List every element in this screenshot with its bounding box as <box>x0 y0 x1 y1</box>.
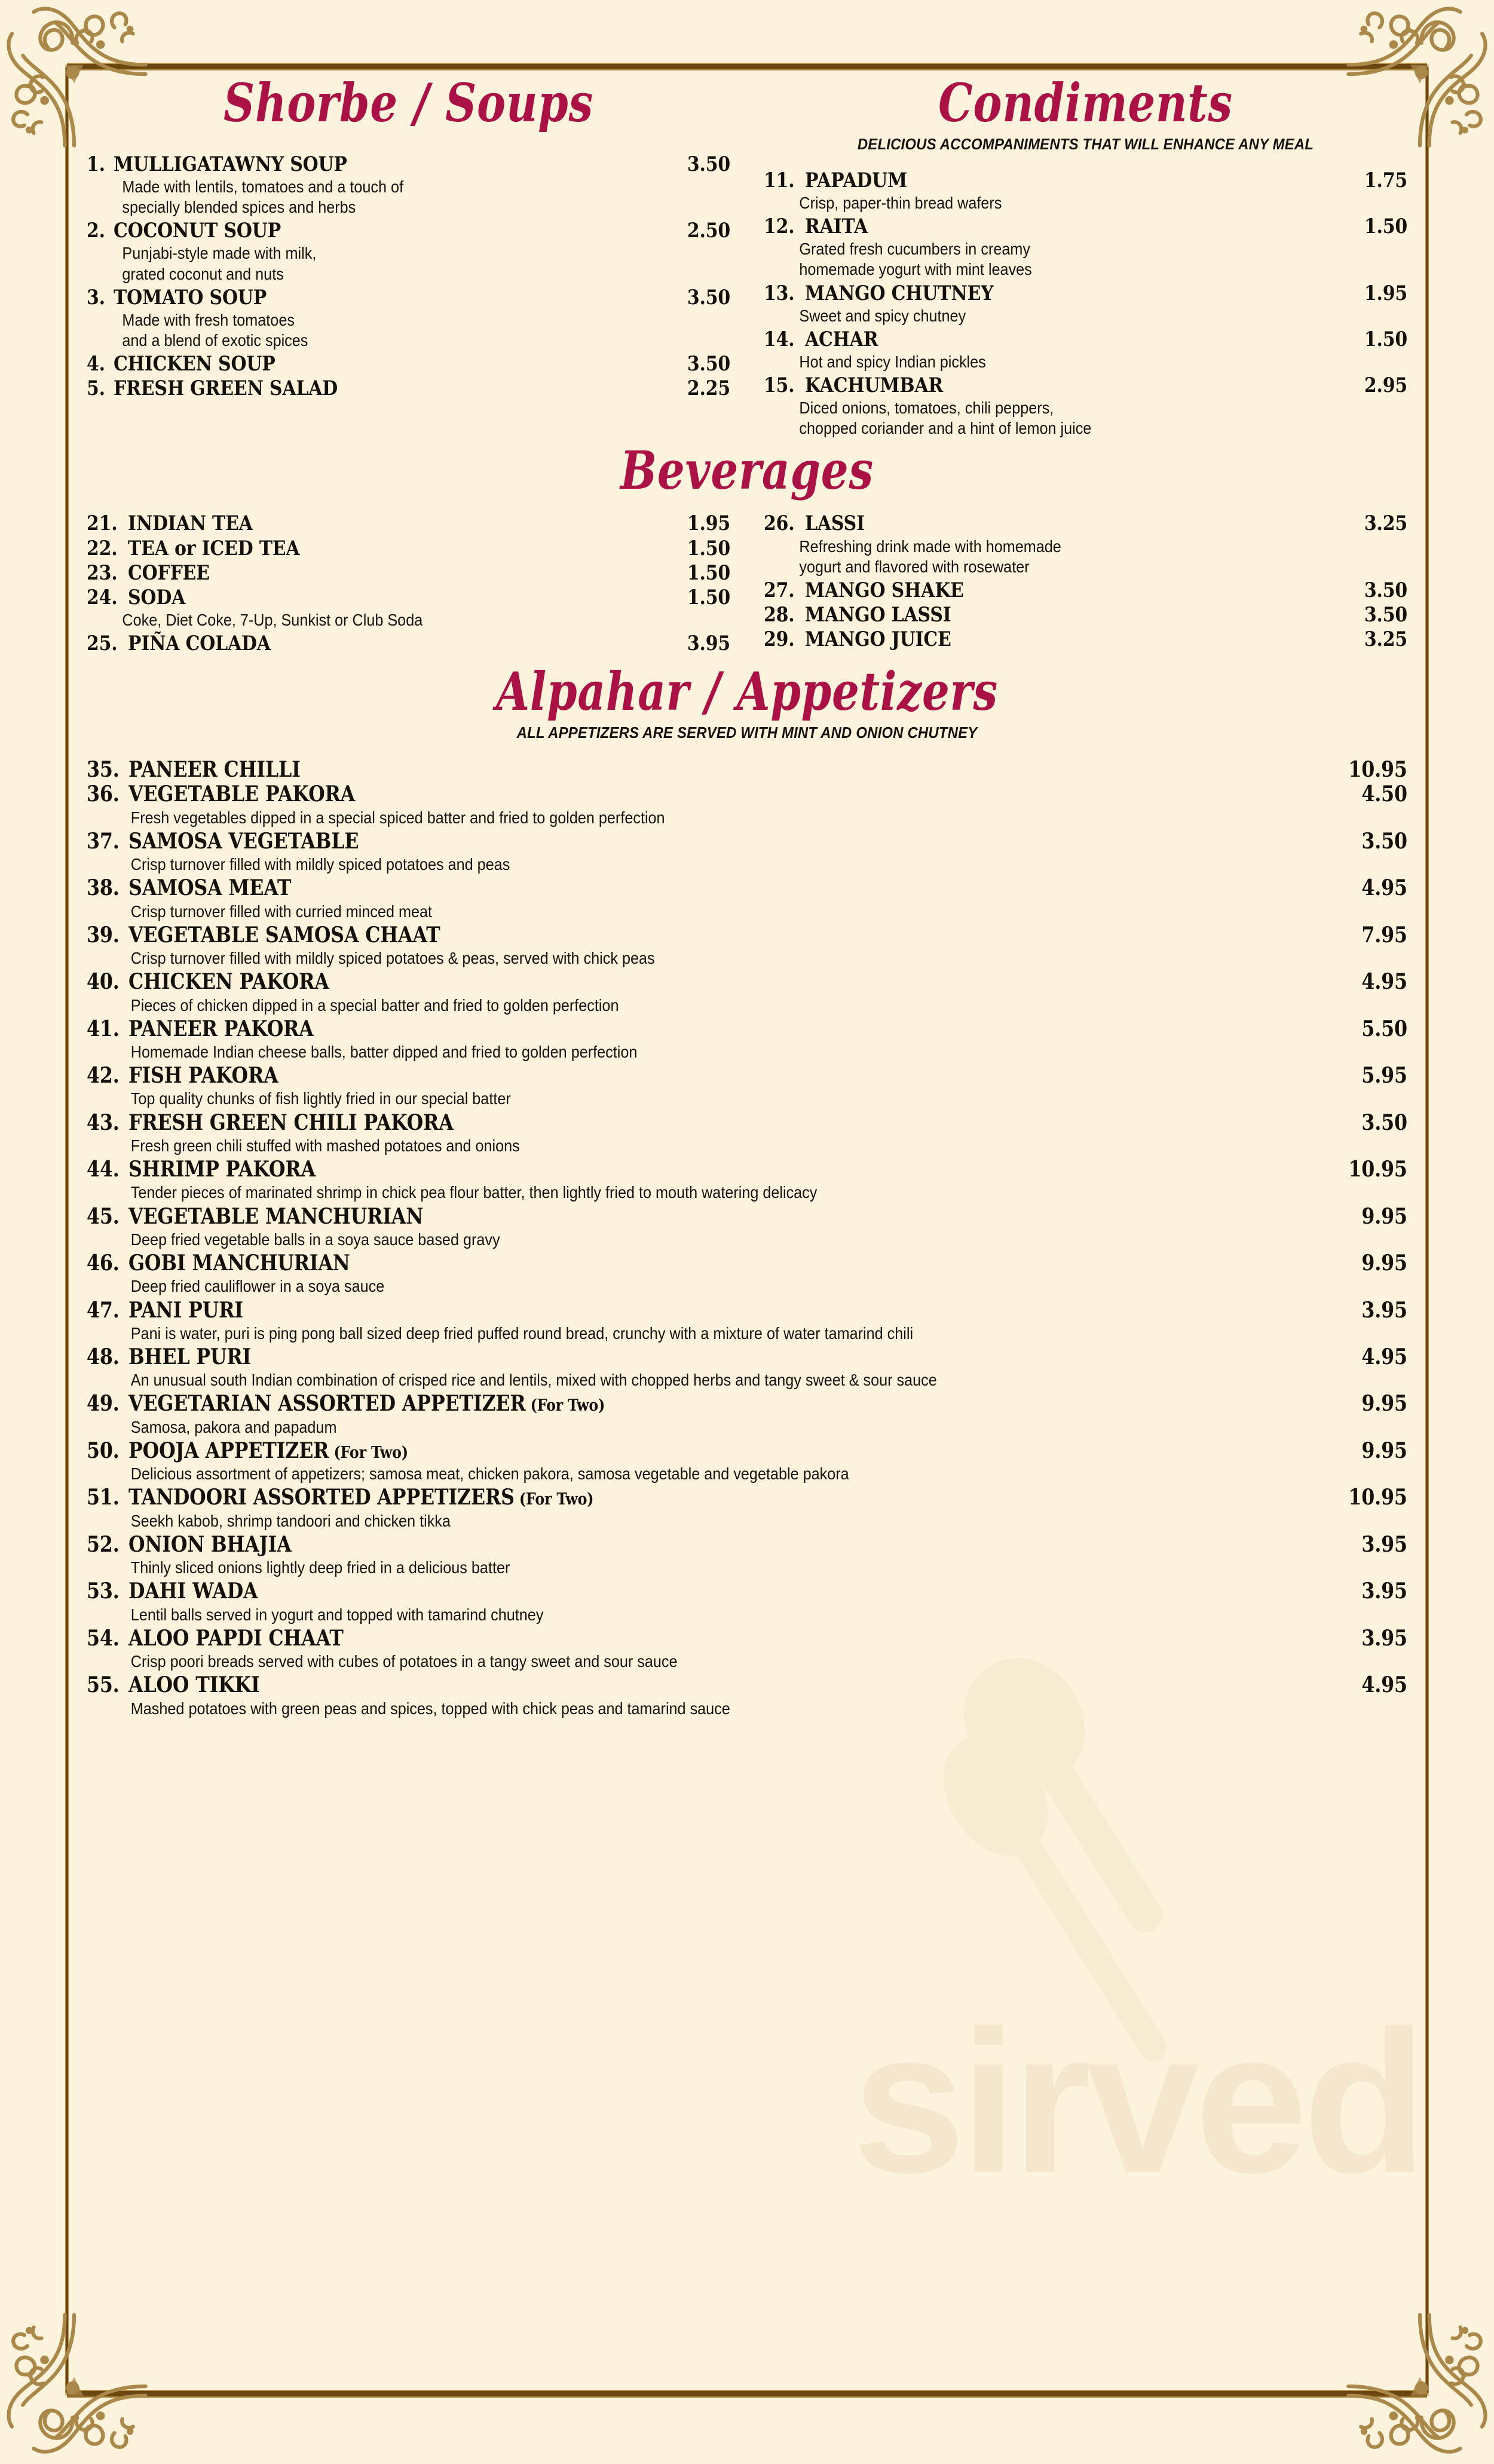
description-line: Fresh green chili stuffed with mashed potatoes and onions <box>130 1136 520 1155</box>
menu-item-line <box>87 1392 1407 1415</box>
menu-item-price: 3.95 <box>1361 1297 1407 1323</box>
menu-item-name: VEGETABLE MANCHURIAN <box>128 1203 424 1229</box>
appetizers-list <box>87 758 1407 1719</box>
menu-item-name: VEGETABLE SAMOSA CHAAT <box>128 922 440 948</box>
description-line: Coke, Diet Coke, 7-Up, Sunkist or Club Soda <box>122 610 423 629</box>
menu-item-number: 45. <box>87 1203 120 1229</box>
menu-item-number: 50. <box>87 1438 120 1463</box>
menu-item-line <box>87 219 730 242</box>
menu-item-price: 3.50 <box>687 352 730 376</box>
menu-item-line <box>87 353 730 375</box>
condiments-column <box>764 72 1407 440</box>
menu-item-line <box>87 1579 1407 1603</box>
menu-item-line <box>87 923 1407 947</box>
menu-item-number: 13. <box>764 281 795 305</box>
menu-item-line <box>87 1111 1407 1135</box>
menu-item-description <box>87 1605 1275 1625</box>
menu-item-price: 3.95 <box>687 631 730 655</box>
menu-item <box>87 219 730 284</box>
description-line: specially blended spices and herbs <box>122 198 356 217</box>
menu-item <box>87 1251 1407 1297</box>
menu-item <box>87 970 1407 1015</box>
menu-item-number: 24. <box>87 585 118 609</box>
menu-item-number: 49. <box>87 1391 120 1417</box>
menu-item-description <box>87 902 1275 922</box>
menu-item-description <box>87 1042 1275 1062</box>
menu-item <box>87 1205 1407 1250</box>
menu-item-name: TANDOORI ASSORTED APPETIZERS (For Two) <box>128 1485 594 1510</box>
menu-item <box>87 286 730 351</box>
menu-item-number: 22. <box>87 536 118 560</box>
menu-item <box>87 353 730 375</box>
menu-item-name: SODA <box>127 585 185 609</box>
menu-item-number: 40. <box>87 969 120 995</box>
menu-item-number: 35. <box>87 757 120 783</box>
soups-title: Shorbe / Soups <box>224 72 593 134</box>
description-line: Seekh kabob, shrimp tandoori and chicken tikka <box>130 1511 451 1530</box>
beverages-header <box>87 439 1407 502</box>
menu-item-price: 5.95 <box>1361 1063 1407 1089</box>
menu-item-price: 3.50 <box>1361 828 1407 854</box>
description-line: Top quality chunks of fish lightly fried in our special batter <box>130 1089 511 1108</box>
menu-item-name: CHICKEN PAKORA <box>128 969 329 995</box>
menu-item-name: ALOO TIKKI <box>128 1672 260 1698</box>
menu-item-name: DAHI WADA <box>128 1579 258 1604</box>
description-line: Deep fried vegetable balls in a soya sauce based gravy <box>130 1230 500 1249</box>
sirved-watermark: sirved <box>852 1988 1422 2215</box>
menu-item <box>87 1673 1407 1718</box>
menu-item-number: 47. <box>87 1297 120 1323</box>
description-line: yogurt and flavored with rosewater <box>799 557 1030 576</box>
menu-item-price: 4.95 <box>1361 1672 1407 1698</box>
menu-item-price: 1.50 <box>1364 327 1407 351</box>
menu-item <box>87 923 1407 969</box>
menu-item-price: 5.50 <box>1361 1016 1407 1041</box>
menu-item <box>87 153 730 217</box>
description-line: Made with fresh tomatoes <box>122 310 295 329</box>
description-line: and a blend of exotic spices <box>122 331 308 350</box>
menu-item-name: CHICKEN SOUP <box>114 352 275 376</box>
menu-item <box>87 1064 1407 1109</box>
condiments-subtitle: DELICIOUS ACCOMPANIMENTS THAT WILL ENHANCE ANY MEAL <box>857 135 1314 153</box>
menu-item-number: 15. <box>764 373 795 398</box>
frame-rule-bottom <box>67 2390 1427 2398</box>
menu-item-line <box>764 512 1407 535</box>
description-line: grated coconut and nuts <box>122 264 284 283</box>
menu-item-line <box>87 1017 1407 1041</box>
menu-item-number: 11. <box>764 168 795 192</box>
menu-item <box>764 374 1407 439</box>
menu-item <box>87 1157 1407 1203</box>
frame-rule-right <box>1425 67 1429 2393</box>
menu-item-description <box>87 1464 1275 1484</box>
beverages-right-column <box>764 512 1407 657</box>
menu-item-line <box>87 1205 1407 1228</box>
menu-item <box>87 782 1407 828</box>
menu-item-description <box>764 306 1343 326</box>
menu-item-name: PANI PURI <box>128 1297 243 1323</box>
menu-item-number: 23. <box>87 560 118 585</box>
menu-item-line <box>764 328 1407 351</box>
menu-item-price: 1.95 <box>1364 281 1407 305</box>
menu-item <box>764 215 1407 280</box>
menu-item-number: 4. <box>87 352 105 376</box>
menu-item-description <box>87 1417 1275 1438</box>
menu-item-number: 25. <box>87 631 118 655</box>
menu-item-line <box>87 1251 1407 1275</box>
menu-item-description <box>87 808 1275 828</box>
menu-item-description <box>764 398 1343 439</box>
menu-item-price: 4.50 <box>1361 782 1407 807</box>
menu-item-description <box>764 193 1343 213</box>
menu-item-line <box>87 970 1407 994</box>
menu-item-name: MANGO JUICE <box>804 627 951 652</box>
condiments-title: Condiments <box>938 72 1233 134</box>
menu-item-price: 2.95 <box>1364 373 1407 398</box>
description-line: Crisp turnover filled with curried minced meat <box>130 902 432 921</box>
menu-item-name: MANGO LASSI <box>804 602 951 627</box>
menu-item-line <box>764 282 1407 305</box>
description-line: Crisp turnover filled with mildly spiced potatoes and peas <box>130 855 510 874</box>
menu-item <box>87 1439 1407 1484</box>
menu-item-price: 3.50 <box>687 152 730 176</box>
menu-item-line <box>764 603 1407 626</box>
beverages-columns <box>87 512 1407 657</box>
menu-item-number: 51. <box>87 1485 120 1510</box>
menu-item-number: 52. <box>87 1531 120 1557</box>
menu-item-name: MANGO CHUTNEY <box>804 281 993 305</box>
menu-item-number: 39. <box>87 922 120 948</box>
soups-column <box>87 72 730 440</box>
menu-item-price: 1.50 <box>687 536 730 560</box>
menu-item <box>87 1392 1407 1437</box>
beverages-title: Beverages <box>620 439 874 502</box>
menu-item-line <box>87 758 1407 782</box>
spacer <box>764 154 1407 169</box>
menu-item-number: 43. <box>87 1110 120 1135</box>
menu-item <box>87 632 730 655</box>
menu-item-price: 4.95 <box>1361 969 1407 995</box>
menu-item-line <box>87 1485 1407 1509</box>
menu-item-line <box>87 1439 1407 1463</box>
menu-item-line <box>87 153 730 176</box>
menu-item-name: PAPADUM <box>804 168 907 192</box>
menu-item-description <box>87 310 666 351</box>
description-line: Crisp, paper-thin bread wafers <box>799 194 1002 213</box>
menu-item-line <box>87 1298 1407 1322</box>
menu-item-description <box>87 1558 1275 1578</box>
menu-item <box>87 377 730 400</box>
menu-item-description <box>87 995 1275 1016</box>
description-line: Delicious assortment of appetizers; samosa meat, chicken pakora, samosa vegetable and vegetable pakora <box>130 1464 849 1484</box>
menu-item-price: 3.50 <box>1361 1110 1407 1135</box>
frame-rule-left <box>65 67 69 2393</box>
menu-item-line <box>764 628 1407 651</box>
menu-item-description <box>87 1230 1275 1250</box>
menu-item-number: 42. <box>87 1063 120 1089</box>
menu-item-description <box>87 1182 1275 1203</box>
description-line: Crisp turnover filled with mildly spiced potatoes & peas, served with chick peas <box>130 949 655 968</box>
menu-item-name: COFFEE <box>127 560 210 585</box>
menu-item-number: 2. <box>87 219 105 243</box>
menu-item-name: TEA or ICED TEA <box>127 536 300 560</box>
menu-item-name: SHRIMP PAKORA <box>128 1157 316 1182</box>
menu-item-name: VEGETARIAN ASSORTED APPETIZER (For Two) <box>128 1391 605 1417</box>
menu-item-name: ACHAR <box>804 327 878 351</box>
menu-item <box>87 829 1407 875</box>
description-line: Pieces of chicken dipped in a special batter and fried to golden perfection <box>130 995 619 1015</box>
menu-item-line <box>87 377 730 400</box>
menu-item-price: 3.95 <box>1361 1579 1407 1604</box>
menu-item-description <box>764 352 1343 372</box>
menu-item-name: VEGETABLE PAKORA <box>128 782 356 807</box>
menu-item-qualifier: (For Two) <box>525 1396 605 1415</box>
menu-item-price: 7.95 <box>1361 922 1407 948</box>
menu-item-number: 41. <box>87 1016 120 1041</box>
menu-item-price: 3.50 <box>687 285 730 309</box>
menu-item-price: 1.50 <box>1364 214 1407 239</box>
menu-item-name: MULLIGATAWNY SOUP <box>114 152 347 176</box>
menu-item-number: 54. <box>87 1625 120 1651</box>
menu-item-line <box>87 1064 1407 1087</box>
description-line: Lentil balls served in yogurt and topped with tamarind chutney <box>130 1605 544 1624</box>
menu-item-price: 3.95 <box>1361 1531 1407 1557</box>
menu-item-price: 9.95 <box>1361 1251 1407 1276</box>
menu-item-price: 1.50 <box>687 560 730 585</box>
menu-item-line <box>87 512 730 535</box>
menu-item-name: PANEER CHILLI <box>128 757 301 783</box>
menu-item-name: COCONUT SOUP <box>114 219 281 243</box>
menu-item-line <box>87 537 730 560</box>
menu-item-line <box>87 562 730 584</box>
menu-item <box>87 1485 1407 1531</box>
menu-item-name: PANEER PAKORA <box>128 1016 314 1041</box>
menu-item-line <box>87 1345 1407 1369</box>
menu-item-line <box>87 286 730 309</box>
menu-item-name: SAMOSA MEAT <box>128 875 292 901</box>
menu-item-price: 9.95 <box>1361 1203 1407 1229</box>
menu-item-description <box>764 537 1343 577</box>
menu-item-price: 10.95 <box>1348 757 1407 783</box>
menu-item-price: 1.50 <box>687 585 730 609</box>
menu-item-description <box>87 243 666 284</box>
description-line: Fresh vegetables dipped in a special spiced batter and fried to golden perfection <box>130 808 665 827</box>
menu-item <box>764 603 1407 626</box>
menu-item-name: POOJA APPETIZER (For Two) <box>128 1438 408 1463</box>
beverages-right-list <box>764 512 1407 651</box>
spacer <box>87 742 1407 758</box>
menu-item <box>87 1111 1407 1156</box>
description-line: Hot and spicy Indian pickles <box>799 352 986 371</box>
menu-item-description <box>87 1651 1275 1672</box>
menu-item-name: RAITA <box>804 214 868 239</box>
menu-item-name: LASSI <box>804 511 865 536</box>
menu-item-name: SAMOSA VEGETABLE <box>128 828 359 854</box>
menu-item-description <box>87 854 1275 875</box>
menu-item-price: 3.95 <box>1361 1625 1407 1651</box>
menu-item <box>87 1017 1407 1062</box>
menu-item-number: 53. <box>87 1579 120 1604</box>
description-line: chopped coriander and a hint of lemon juice <box>799 419 1092 438</box>
frame-rule-top <box>67 63 1427 71</box>
soups-list <box>87 153 730 400</box>
menu-item <box>87 586 730 630</box>
description-line: Grated fresh cucumbers in creamy <box>799 240 1030 259</box>
menu-item-number: 26. <box>764 511 795 536</box>
menu-item-number: 1. <box>87 152 105 176</box>
menu-item-number: 44. <box>87 1157 120 1182</box>
menu-item-price: 3.25 <box>1364 627 1407 652</box>
menu-item-name: FRESH GREEN SALAD <box>114 376 338 401</box>
description-line: Refreshing drink made with homemade <box>799 537 1061 556</box>
menu-item-description <box>87 948 1275 969</box>
menu-item-line <box>764 374 1407 397</box>
menu-item <box>87 1345 1407 1390</box>
menu-item <box>87 1579 1407 1625</box>
menu-item-number: 48. <box>87 1344 120 1369</box>
menu-item-description <box>87 177 666 217</box>
menu-item-name: FISH PAKORA <box>128 1063 278 1089</box>
menu-item-number: 3. <box>87 285 105 309</box>
menu-item-description <box>87 1699 1275 1719</box>
menu-item-qualifier: (For Two) <box>329 1443 408 1462</box>
menu-item-name: INDIAN TEA <box>127 511 253 536</box>
description-line: An unusual south Indian combination of crisped rice and lentils, mixed with chopped herbs and tangy sweet & sour sauce <box>130 1371 937 1390</box>
description-line: Tender pieces of marinated shrimp in chick pea flour batter, then lightly fried to mouth watering delicacy <box>130 1183 818 1202</box>
menu-item-line <box>87 1673 1407 1697</box>
menu-item-line <box>87 782 1407 806</box>
menu-item-number: 21. <box>87 511 118 536</box>
menu-item-price: 9.95 <box>1361 1438 1407 1463</box>
menu-item-line <box>764 169 1407 192</box>
top-columns <box>87 72 1407 440</box>
menu-item-name: ONION BHAJIA <box>128 1531 292 1557</box>
menu-item <box>87 758 1407 782</box>
menu-item-description <box>87 1276 1275 1297</box>
menu-item-name: GOBI MANCHURIAN <box>128 1251 350 1276</box>
menu-item-line <box>87 1626 1407 1650</box>
menu-item-description <box>87 1370 1275 1390</box>
menu-item-number: 38. <box>87 875 120 901</box>
menu-item-number: 14. <box>764 327 795 351</box>
menu-item-description <box>87 610 666 630</box>
soups-header <box>87 72 730 134</box>
menu-item-description <box>87 1089 1275 1109</box>
menu-item <box>764 169 1407 213</box>
menu-item-name: MANGO SHAKE <box>804 578 964 602</box>
menu-item-number: 27. <box>764 578 795 602</box>
menu-item <box>87 1626 1407 1672</box>
menu-item-price: 1.95 <box>687 511 730 536</box>
description-line: Deep fried cauliflower in a soya sauce <box>130 1277 385 1296</box>
description-line: Mashed potatoes with green peas and spices, topped with chick peas and tamarind sauce <box>130 1699 730 1718</box>
menu-item-qualifier: (For Two) <box>514 1490 594 1509</box>
beverages-left-list <box>87 512 730 655</box>
menu-page <box>87 72 1407 2384</box>
menu-item <box>764 328 1407 372</box>
menu-item <box>87 1533 1407 1578</box>
description-line: Samosa, pakora and papadum <box>130 1417 337 1436</box>
menu-item <box>87 537 730 560</box>
description-line: Diced onions, tomatoes, chili peppers, <box>799 399 1054 418</box>
description-line: Homemade Indian cheese balls, batter dipped and fried to golden perfection <box>130 1043 638 1061</box>
menu-item <box>87 562 730 584</box>
menu-item <box>764 282 1407 326</box>
menu-item-price: 4.95 <box>1361 875 1407 901</box>
menu-item-line <box>764 579 1407 602</box>
menu-item-description <box>87 1136 1275 1156</box>
menu-item-description <box>87 1511 1275 1531</box>
menu-item-line <box>87 632 730 655</box>
description-line: Thinly sliced onions lightly deep fried in a delicious batter <box>130 1558 510 1577</box>
appetizers-header <box>87 660 1407 742</box>
menu-item-price: 9.95 <box>1361 1391 1407 1417</box>
menu-item-name: ALOO PAPDI CHAAT <box>128 1625 344 1651</box>
menu-item-price: 3.50 <box>1364 602 1407 627</box>
menu-item-line <box>87 1533 1407 1556</box>
menu-item-line <box>764 215 1407 238</box>
menu-item-description <box>764 239 1343 280</box>
menu-item-number: 28. <box>764 602 795 627</box>
menu-item-price: 4.95 <box>1361 1344 1407 1369</box>
menu-item-number: 46. <box>87 1251 120 1276</box>
menu-item <box>764 512 1407 577</box>
menu-item <box>87 876 1407 921</box>
menu-item-name: PIÑA COLADA <box>127 631 271 655</box>
menu-item-price: 1.75 <box>1364 168 1407 192</box>
menu-item-price: 2.50 <box>687 219 730 243</box>
description-line: Punjabi-style made with milk, <box>122 244 317 263</box>
menu-item-name: FRESH GREEN CHILI PAKORA <box>128 1110 454 1135</box>
menu-item-number: 37. <box>87 828 120 854</box>
menu-item <box>764 628 1407 651</box>
menu-item-number: 29. <box>764 627 795 652</box>
description-line: Crisp poori breads served with cubes of potatoes in a tangy sweet and sour sauce <box>130 1652 678 1671</box>
description-line: Made with lentils, tomatoes and a touch of <box>122 177 404 197</box>
appetizers-title: Alpahar / Appetizers <box>496 660 998 723</box>
menu-item-number: 5. <box>87 376 105 401</box>
description-line: Sweet and spicy chutney <box>799 306 966 325</box>
description-line: homemade yogurt with mint leaves <box>799 260 1032 279</box>
menu-item-line <box>87 876 1407 900</box>
menu-item-number: 36. <box>87 782 120 807</box>
menu-item-name: BHEL PURI <box>128 1344 252 1369</box>
menu-item-price: 2.25 <box>687 376 730 401</box>
menu-item <box>87 512 730 535</box>
menu-item-price: 10.95 <box>1348 1485 1407 1510</box>
beverages-left-column <box>87 512 730 657</box>
condiments-header <box>764 72 1407 154</box>
menu-item-price: 3.50 <box>1364 578 1407 602</box>
menu-item <box>87 1298 1407 1344</box>
menu-item-price: 10.95 <box>1348 1157 1407 1182</box>
menu-item-line <box>87 1157 1407 1181</box>
menu-item-description <box>87 1323 1275 1344</box>
description-line: Pani is water, puri is ping pong ball sized deep fried puffed round bread, crunchy with a mixture of water tamarind chili <box>130 1323 914 1343</box>
appetizers-subtitle: ALL APPETIZERS ARE SERVED WITH MINT AND ONION CHUTNEY <box>516 724 978 742</box>
menu-item-line <box>87 586 730 609</box>
menu-item-name: KACHUMBAR <box>804 373 943 398</box>
menu-item-price: 3.25 <box>1364 511 1407 536</box>
menu-item-number: 12. <box>764 214 795 239</box>
menu-item-line <box>87 829 1407 853</box>
menu-item <box>764 579 1407 602</box>
condiments-list <box>764 169 1407 439</box>
menu-item-name: TOMATO SOUP <box>114 285 267 309</box>
menu-item-number: 55. <box>87 1672 120 1698</box>
